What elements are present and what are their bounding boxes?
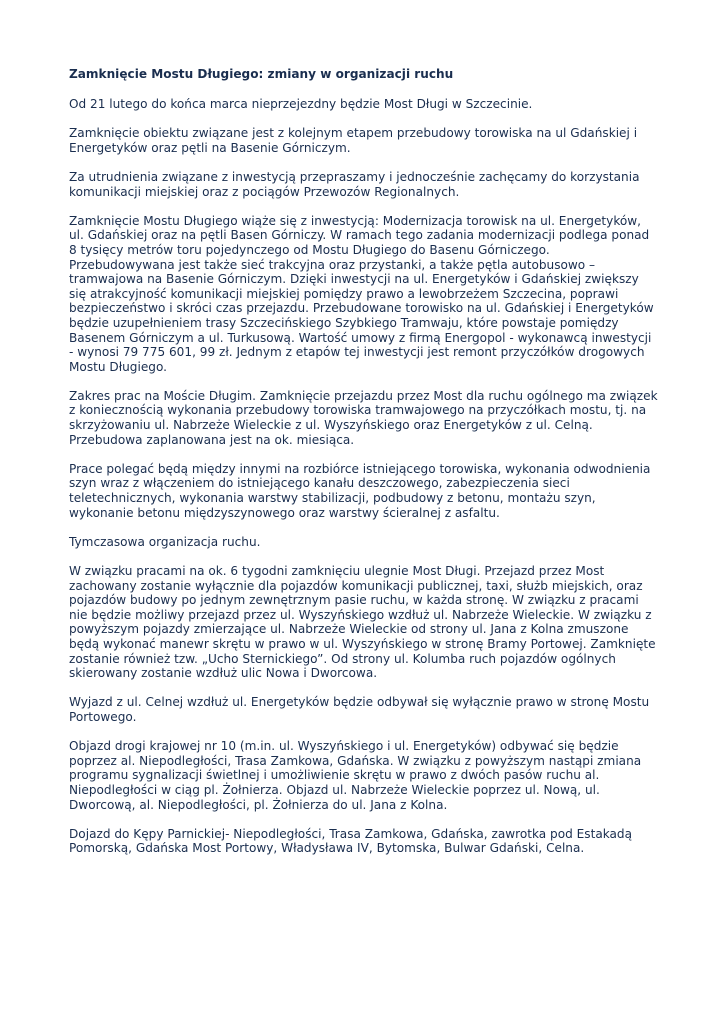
paragraph-reason: Zamknięcie obiektu związane jest z kolejnym etapem przebudowy torowiska na ul Gdańskiej i Energetyków oraz pętli na Basenie Górniczym. — [69, 126, 638, 155]
paragraph-apology: Za utrudnienia związane z inwestycją przepraszamy i jednocześnie zachęcamy do korzystania komunikacji miejskiej oraz z pociągów Przewozów Regionalnych. — [69, 169, 640, 199]
paragraph-detour-dk10: Objazd drogi krajowej nr 10 (m.in. ul. Wyszyńskiego i ul. Energetyków) odbywać się będzie poprzez al. Niepodległości, Trasa Zamkowa, Gdańska. W związku z powyższym nastąpi zmiana programu sygnalizacji świetlnej i umożliwienie skrętu w prawo z dwóch pasów ruchu al. Niepodległości w ciąg pl. Żołnierza. Objazd ul. Nabrzeże Wieleckie poprzez ul. Nową, ul. Dworcową, al. Niepodległości, pl. Żołnierza do ul. Jana z Kolna. — [69, 739, 642, 812]
document-title: Zamknięcie Mostu Długiego: zmiany w organizacji ruchu — [69, 67, 454, 81]
paragraph-intro: Od 21 lutego do końca marca nieprzejezdny będzie Most Długi w Szczecinie. — [69, 97, 533, 111]
paragraph-works: Prace polegać będą między innymi na rozbiórce istniejącego torowiska, wykonania odwodnienia szyn wraz z włączeniem do istniejącego kanału deszczowego, zabezpieczenia sieci teletechnicznych, wykonania warstwy stabilizacji, podbudowy z betonu, montażu szyn, wykonanie betonu międzyszynowego oraz warstwy ścieralnej z asfaltu. — [69, 461, 651, 520]
paragraph-scope: Zakres prac na Moście Długim. Zamknięcie przejazdu przez Most dla ruchu ogólnego ma związek z koniecznością wykonania przebudowy torowiska tramwajowego na przyczółkach mostu, tj. na skrzyżowaniu ul. Nabrzeże Wieleckie z ul. Wyszyńskiego oraz Energetyków z ul. Celną. Przebudowa zaplanowana jest na ok. miesiąca. — [69, 388, 658, 447]
paragraph-temporary-heading: Tymczasowa organizacja ruchu. — [69, 534, 261, 549]
paragraph-investment: Zamknięcie Mostu Długiego wiąże się z inwestycją: Modernizacja torowisk na ul. Energetyków, ul. Gdańskiej oraz na pętli Basen Górniczy. W ramach tego zadania modernizacji podlega ponad 8 tysięcy metrów toru pojedynczego od Mostu Długiego do Basenu Górniczego. Przebudowywana jest także sieć trakcyjna oraz przystanki, a także pętla autobusowo – tramwajowa na Basenie Górniczym. Dzięki inwestycji na ul. Energetyków i Gdańskiej zwiększy się atrakcyjność komunikacji miejskiej pomiędzy prawo a lewobrzeżem Szczecina, poprawi bezpieczeństwo i skróci czas przejazdu. Przebudowane torowisko na ul. Gdańskiej i Energetyków będzie uzupełnieniem trasy Szczecińskiego Szybkiego Tramwaju, które powstaje pomiędzy Basenem Górniczym a ul. Turkusową. Wartość umowy z firmą Energopol - wykonawcą inwestycji - wynosi 79 775 601, 99 zł. Jednym z etapów tej inwestycji jest remont przyczółków drogowych Mostu Długiego. — [69, 213, 654, 374]
paragraph-exit-celna: Wyjazd z ul. Celnej wzdłuż ul. Energetyków będzie odbywał się wyłącznie prawo w stronę Mostu Portowego. — [69, 695, 650, 724]
paragraph-closure-details: W związku pracami na ok. 6 tygodni zamknięciu ulegnie Most Długi. Przejazd przez Most zachowany zostanie wyłącznie dla pojazdów komunikacji publicznej, taxi, służb miejskich, oraz pojazdów budowy po jednym zewnętrznym pasie ruchu, w każda stronę. W związku z pracami nie będzie możliwy przejazd przez ul. Wyszyńskiego wzdłuż ul. Nabrzeże Wieleckie. W związku z powyższym pojazdy zmierzające ul. Nabrzeże Wieleckie od strony ul. Jana z Kolna zmuszone będą wykonać manewr skrętu w prawo w ul. Wyszyńskiego w stronę Bramy Portowej. Zamknięte zostanie również tzw. „Ucho Sternickiego”. Od strony ul. Kolumba ruch pojazdów ogólnych skierowany zostanie wzdłuż ulic Nowa i Dworcowa. — [69, 564, 656, 681]
paragraph-access-kepa: Dojazd do Kępy Parnickiej- Niepodległości, Trasa Zamkowa, Gdańska, zawrotka pod Estakadą Pomorską, Gdańska Most Portowy, Władysława IV, Bytomska, Bulwar Gdański, Celna. — [69, 826, 633, 856]
document-page — [69, 67, 659, 870]
